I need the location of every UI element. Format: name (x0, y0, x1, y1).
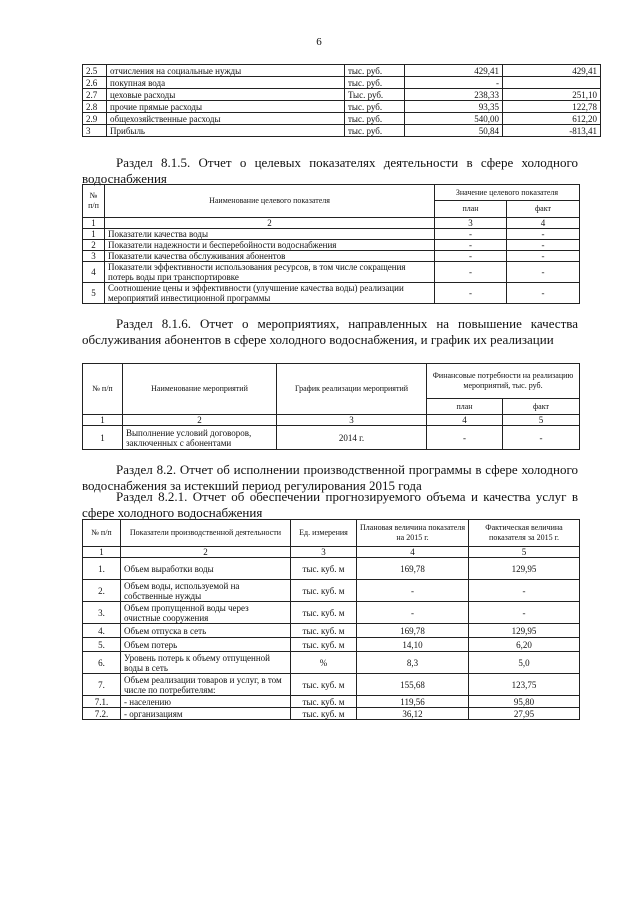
plan-value: 169,78 (357, 558, 469, 580)
plan-value: 155,68 (357, 674, 469, 696)
table-row (83, 283, 580, 304)
unit-cell: тыс. куб. м (291, 674, 357, 696)
unit-cell: тыс. куб. м (291, 708, 357, 720)
table-row (83, 125, 601, 137)
unit-cell: тыс. куб. м (291, 558, 357, 580)
plan-value: 238,33 (405, 89, 503, 101)
table-row (83, 77, 601, 89)
row-number: 7.2. (83, 708, 121, 720)
table-row (83, 602, 580, 624)
fact-value: 123,75 (469, 674, 580, 696)
row-number: 6. (83, 652, 121, 674)
header-value: Значение целевого показателя (435, 185, 580, 201)
fact-value: 129,95 (469, 558, 580, 580)
row-number: 2.6 (83, 77, 107, 89)
header-plan: Плановая величина показателя на 2015 г. (357, 520, 469, 547)
plan-value: 93,35 (405, 101, 503, 113)
page-number: 6 (316, 36, 322, 48)
indicator-name: Объем реализации товаров и услуг, в том числе по потребителям: (121, 674, 291, 696)
cost-item-name: общехозяйственные расходы (107, 113, 345, 125)
table-row (83, 638, 580, 652)
col-num-1: 1 (83, 547, 121, 558)
table-row (83, 624, 580, 638)
col-num-4: 4 (427, 415, 503, 426)
col-num-1: 1 (83, 415, 123, 426)
unit-cell: тыс. куб. м (291, 696, 357, 708)
header-indicator-name: Показатели производственной деятельности (121, 520, 291, 547)
row-number: 2.8 (83, 101, 107, 113)
row-number: 4 (83, 262, 105, 283)
plan-value: 540,00 (405, 113, 503, 125)
row-number: 3 (83, 251, 105, 262)
indicator-name: Объем воды, используемой на собственные нужды (121, 580, 291, 602)
col-num-2: 2 (121, 547, 291, 558)
table-row (83, 65, 601, 77)
row-number: 2. (83, 580, 121, 602)
fact-value: - (507, 251, 580, 262)
plan-value: - (435, 229, 507, 240)
fact-value: -813,41 (503, 125, 601, 137)
cost-item-name: покупная вода (107, 77, 345, 89)
indicator-name: Соотношение цены и эффективности (улучшение качества воды) реализации мероприятий инвестиционной программы (105, 283, 435, 304)
unit-cell: Тыс. руб. (345, 89, 405, 101)
schedule-value: 2014 г. (277, 426, 427, 450)
unit-cell: тыс. куб. м (291, 602, 357, 624)
row-number: 2.5 (83, 65, 107, 77)
plan-value: 8,3 (357, 652, 469, 674)
production-program-table (82, 519, 580, 720)
fact-value: - (507, 262, 580, 283)
cost-item-name: Прибыль (107, 125, 345, 137)
col-num-3: 3 (291, 547, 357, 558)
unit-cell: % (291, 652, 357, 674)
plan-value: 119,56 (357, 696, 469, 708)
section-heading-8-1-6: Раздел 8.1.6. Отчет о мероприятиях, направленных на повышение качества обслуживания абонентов в сфере холодного водоснабжения, и график их реализации (82, 316, 578, 347)
table-row (83, 426, 580, 450)
row-number: 1 (83, 426, 123, 450)
plan-value: - (357, 602, 469, 624)
section-heading-8-1-5: Раздел 8.1.5. Отчет о целевых показателях деятельности в сфере холодного водоснабжения (82, 155, 578, 186)
fact-value: - (507, 229, 580, 240)
indicator-name: Уровень потерь к объему отпущенной воды в сеть (121, 652, 291, 674)
indicator-name: Показатели качества воды (105, 229, 435, 240)
plan-value: - (357, 580, 469, 602)
section-heading-8-2-1: Раздел 8.2.1. Отчет об обеспечении прогнозируемого объема и качества услуг в сфере холодного водоснабжения (82, 489, 578, 520)
fact-value: - (507, 283, 580, 304)
table-row (83, 708, 580, 720)
unit-cell: тыс. руб. (345, 113, 405, 125)
header-fact: факт (503, 399, 580, 415)
fact-value: 251,10 (503, 89, 601, 101)
plan-value: - (435, 251, 507, 262)
plan-value: - (435, 283, 507, 304)
indicator-name: Объем пропущенной воды через очистные сооружения (121, 602, 291, 624)
header-plan: план (435, 201, 507, 218)
fact-value: 95,80 (469, 696, 580, 708)
indicator-name: Объем выработки воды (121, 558, 291, 580)
col-num-1: 1 (83, 218, 105, 229)
cost-item-name: прочие прямые расходы (107, 101, 345, 113)
cost-item-name: цеховые расходы (107, 89, 345, 101)
header-num: № п/п (83, 185, 105, 218)
row-number: 1 (83, 229, 105, 240)
header-unit: Ед. измерения (291, 520, 357, 547)
table-row (83, 262, 580, 283)
col-num-3: 3 (277, 415, 427, 426)
table-row (83, 558, 580, 580)
table-row (83, 674, 580, 696)
header-measure-name: Наименование мероприятий (123, 364, 277, 415)
table-row (83, 240, 580, 251)
plan-value: - (405, 77, 503, 89)
header-num: № п/п (83, 364, 123, 415)
cost-table (82, 64, 601, 137)
col-num-2: 2 (105, 218, 435, 229)
measure-name: Выполнение условий договоров, заключенных с абонентами (123, 426, 277, 450)
header-schedule: График реализации мероприятий (277, 364, 427, 415)
header-fact: факт (507, 201, 580, 218)
fact-value: - (469, 580, 580, 602)
row-number: 7.1. (83, 696, 121, 708)
fact-value: 27,95 (469, 708, 580, 720)
row-number: 2.9 (83, 113, 107, 125)
table-row (83, 580, 580, 602)
col-num-3: 3 (435, 218, 507, 229)
col-num-4: 4 (507, 218, 580, 229)
row-number: 4. (83, 624, 121, 638)
indicator-name: Показатели надежности и бесперебойности водоснабжения (105, 240, 435, 251)
plan-value: 14,10 (357, 638, 469, 652)
unit-cell: тыс. руб. (345, 65, 405, 77)
fact-value: 612,20 (503, 113, 601, 125)
header-fact: Фактическая величина показателя за 2015 г. (469, 520, 580, 547)
col-num-4: 4 (357, 547, 469, 558)
header-plan: план (427, 399, 503, 415)
indicator-name: - организациям (121, 708, 291, 720)
table-row (83, 101, 601, 113)
table-row (83, 251, 580, 262)
row-number: 5 (83, 283, 105, 304)
fact-value: 129,95 (469, 624, 580, 638)
fact-value: - (469, 602, 580, 624)
fact-value: 5,0 (469, 652, 580, 674)
unit-cell: тыс. куб. м (291, 624, 357, 638)
table-row (83, 113, 601, 125)
plan-value: - (435, 262, 507, 283)
indicator-name: - населению (121, 696, 291, 708)
row-number: 2.7 (83, 89, 107, 101)
fact-value: - (507, 240, 580, 251)
cost-item-name: отчисления на социальные нужды (107, 65, 345, 77)
row-number: 3 (83, 125, 107, 137)
plan-value: - (427, 426, 503, 450)
table-row (83, 652, 580, 674)
table-row (83, 89, 601, 101)
indicator-name: Показатели качества обслуживания абонентов (105, 251, 435, 262)
row-number: 5. (83, 638, 121, 652)
col-num-2: 2 (123, 415, 277, 426)
header-num: № п/п (83, 520, 121, 547)
plan-value: 36,12 (357, 708, 469, 720)
plan-value: 50,84 (405, 125, 503, 137)
target-indicators-table (82, 184, 580, 304)
section-heading-8-2: Раздел 8.2. Отчет об исполнении производственной программы в сфере холодного водоснабжения за истекший период регулирования 2015 года (82, 462, 578, 493)
fact-value: 122,78 (503, 101, 601, 113)
header-indicator-name: Наименование целевого показателя (105, 185, 435, 218)
fact-value: 429,41 (503, 65, 601, 77)
fact-value (503, 77, 601, 89)
indicator-name: Объем отпуска в сеть (121, 624, 291, 638)
fact-value: - (503, 426, 580, 450)
col-num-5: 5 (503, 415, 580, 426)
table-row (83, 696, 580, 708)
col-num-5: 5 (469, 547, 580, 558)
row-number: 2 (83, 240, 105, 251)
plan-value: - (435, 240, 507, 251)
plan-value: 169,78 (357, 624, 469, 638)
unit-cell: тыс. руб. (345, 77, 405, 89)
row-number: 7. (83, 674, 121, 696)
indicator-name: Объем потерь (121, 638, 291, 652)
header-financial-needs: Финансовые потребности на реализацию мероприятий, тыс. руб. (427, 364, 580, 399)
unit-cell: тыс. руб. (345, 101, 405, 113)
unit-cell: тыс. куб. м (291, 580, 357, 602)
row-number: 3. (83, 602, 121, 624)
plan-value: 429,41 (405, 65, 503, 77)
fact-value: 6,20 (469, 638, 580, 652)
indicator-name: Показатели эффективности использования ресурсов, в том числе сокращения потерь воды при транспортировке (105, 262, 435, 283)
unit-cell: тыс. руб. (345, 125, 405, 137)
row-number: 1. (83, 558, 121, 580)
table-row (83, 229, 580, 240)
measures-table (82, 363, 580, 450)
unit-cell: тыс. куб. м (291, 638, 357, 652)
